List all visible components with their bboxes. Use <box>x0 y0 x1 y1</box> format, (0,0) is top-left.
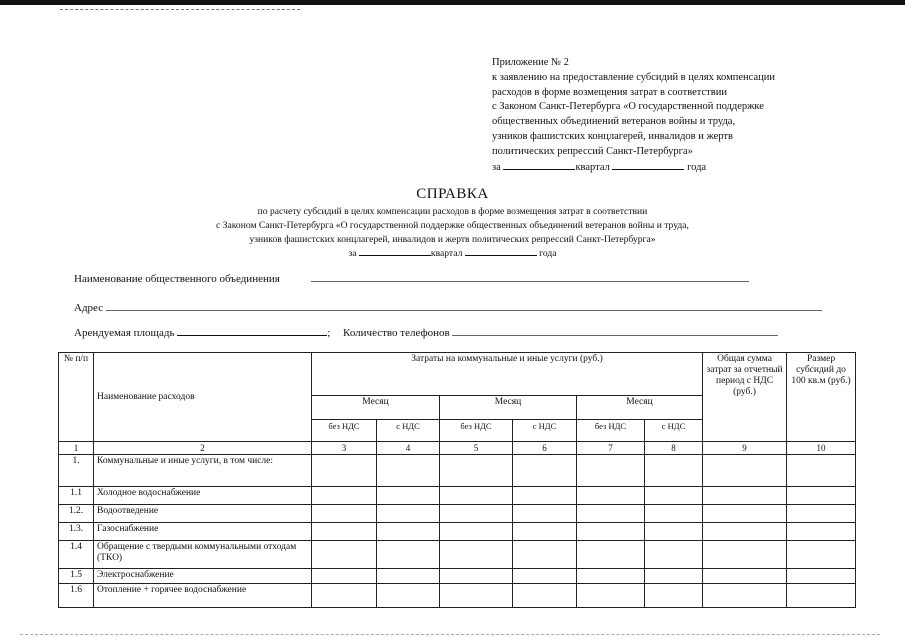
row-name: Отопление + горячее водоснабжение <box>94 584 312 608</box>
column-number: 4 <box>377 442 440 455</box>
table-cell[interactable] <box>440 584 513 608</box>
table-cell[interactable] <box>787 455 856 487</box>
table-cell[interactable] <box>440 541 513 569</box>
row-name: Водоотведение <box>94 505 312 523</box>
header-costs: Затраты на коммунальные и иные услуги (руб.) <box>312 353 703 396</box>
table-cell[interactable] <box>787 584 856 608</box>
row-name: Газоснабжение <box>94 523 312 541</box>
appendix-line: с Законом Санкт-Петербурга «О государственной поддержке <box>492 101 764 113</box>
document-title: СПРАВКА <box>416 186 489 202</box>
row-num: 1.2. <box>59 505 94 523</box>
table-cell[interactable] <box>312 505 377 523</box>
appendix-line: к заявлению на предоставление субсидий в целях компенсации <box>492 71 775 83</box>
bottom-scan-line <box>20 634 880 635</box>
table-cell[interactable] <box>312 541 377 569</box>
table-cell[interactable] <box>703 584 787 608</box>
quarter-blank[interactable] <box>503 160 575 170</box>
column-number: 7 <box>577 442 645 455</box>
row-name: Электроснабжение <box>94 569 312 584</box>
expenses-table <box>58 352 856 608</box>
table-cell[interactable] <box>787 487 856 505</box>
address-blank[interactable] <box>106 301 822 311</box>
table-cell[interactable] <box>645 505 703 523</box>
table-cell[interactable] <box>577 569 645 584</box>
table-cell[interactable] <box>787 541 856 569</box>
table-cell[interactable] <box>703 523 787 541</box>
table-cell[interactable] <box>703 569 787 584</box>
table-cell[interactable] <box>312 569 377 584</box>
table-cell[interactable] <box>787 569 856 584</box>
table-cell[interactable] <box>645 523 703 541</box>
table-cell[interactable] <box>312 523 377 541</box>
top-border <box>0 0 905 5</box>
table-row <box>59 523 856 541</box>
table-cell[interactable] <box>787 505 856 523</box>
table-cell[interactable] <box>577 505 645 523</box>
table-cell[interactable] <box>513 569 577 584</box>
table-cell[interactable] <box>577 541 645 569</box>
header-num: № п/п <box>59 353 94 442</box>
appendix-line: расходов в форме возмещения затрат в соответствии <box>492 86 727 98</box>
table-cell[interactable] <box>440 487 513 505</box>
table-row <box>59 487 856 505</box>
table-cell[interactable] <box>645 584 703 608</box>
column-number: 5 <box>440 442 513 455</box>
table-cell[interactable] <box>513 584 577 608</box>
table-row <box>59 584 856 608</box>
appendix-line: политических репрессий Санкт-Петербурга» <box>492 145 693 157</box>
column-number: 3 <box>312 442 377 455</box>
top-scan-line <box>60 9 300 10</box>
table-cell[interactable] <box>577 523 645 541</box>
table-cell[interactable] <box>577 487 645 505</box>
org-name-label: Наименование общественного объединения <box>74 273 280 285</box>
table-cell[interactable] <box>577 584 645 608</box>
table-cell[interactable] <box>377 584 440 608</box>
subtitle-line: по расчету субсидий в целях компенсации расходов в форме возмещения затрат в соответствии <box>257 206 648 217</box>
subtitle-period: за квартал года <box>348 248 557 260</box>
org-name-blank[interactable] <box>311 272 749 282</box>
table-cell[interactable] <box>377 523 440 541</box>
area-blank[interactable] <box>177 326 327 336</box>
table-cell[interactable] <box>440 523 513 541</box>
phones-label: Количество телефонов <box>343 327 450 339</box>
table-cell[interactable] <box>440 455 513 487</box>
address-label: Адрес <box>74 302 104 314</box>
table-cell[interactable] <box>377 541 440 569</box>
header-no-vat: без НДС <box>312 420 377 442</box>
table-cell[interactable] <box>312 455 377 487</box>
row-num: 1. <box>59 455 94 487</box>
header-month: Месяц <box>312 396 440 420</box>
org-name-field <box>74 272 749 285</box>
table-cell[interactable] <box>513 523 577 541</box>
row-name: Холодное водоснабжение <box>94 487 312 505</box>
table-cell[interactable] <box>312 584 377 608</box>
table-cell[interactable] <box>377 505 440 523</box>
table-row <box>59 455 856 487</box>
header-with-vat: с НДС <box>377 420 440 442</box>
header-total: Общая сумма затрат за отчетный период с НДС (руб.) <box>703 353 787 442</box>
table-cell[interactable] <box>703 487 787 505</box>
header-month: Месяц <box>440 396 577 420</box>
header-name: Наименование расходов <box>94 353 312 442</box>
table-cell[interactable] <box>703 505 787 523</box>
column-number: 6 <box>513 442 577 455</box>
table-cell[interactable] <box>440 505 513 523</box>
row-num: 1.4 <box>59 541 94 569</box>
table-cell[interactable] <box>513 487 577 505</box>
table-cell[interactable] <box>645 455 703 487</box>
table-cell[interactable] <box>377 487 440 505</box>
column-number: 2 <box>94 442 312 455</box>
row-num: 1.3. <box>59 523 94 541</box>
table-row <box>59 541 856 569</box>
row-name: Обращение с твердыми коммунальными отходам (ТКО) <box>94 541 312 569</box>
header-month: Месяц <box>577 396 703 420</box>
table-cell[interactable] <box>513 541 577 569</box>
table-cell[interactable] <box>645 569 703 584</box>
area-label: Арендуемая площадь <box>74 327 175 339</box>
subtitle-line: узников фашистских концлагерей, инвалидов и жертв политических репрессий Санкт-Петербурга» <box>249 233 656 245</box>
header-with-vat: с НДС <box>645 420 703 442</box>
row-num: 1.1 <box>59 487 94 505</box>
appendix-line: узников фашистских концлагерей, инвалидов и жертв <box>492 130 733 142</box>
table-cell[interactable] <box>645 487 703 505</box>
table-cell[interactable] <box>645 541 703 569</box>
header-subsidy: Размер субсидий до 100 кв.м (руб.) <box>787 353 856 442</box>
document-subtitle <box>0 205 905 261</box>
subtitle-line: с Законом Санкт-Петербурга «О государственной поддержке общественных объединений ветеранов войны и труда, <box>216 219 689 231</box>
table-cell[interactable] <box>703 455 787 487</box>
header-no-vat: без НДС <box>577 420 645 442</box>
table-cell[interactable] <box>312 487 377 505</box>
appendix-line: общественных объединений ветеранов войны и труда, <box>492 116 736 128</box>
table-cell[interactable] <box>513 455 577 487</box>
column-number: 10 <box>787 442 856 455</box>
phones-blank[interactable] <box>452 326 778 336</box>
appendix-period: за квартал года <box>492 161 707 173</box>
table-row <box>59 505 856 523</box>
header-with-vat: с НДС <box>513 420 577 442</box>
header-no-vat: без НДС <box>440 420 513 442</box>
address-field <box>74 301 822 314</box>
quarter-blank[interactable] <box>359 246 431 256</box>
table-cell[interactable] <box>787 523 856 541</box>
column-number: 9 <box>703 442 787 455</box>
table-cell[interactable] <box>440 569 513 584</box>
table-cell[interactable] <box>377 455 440 487</box>
table-cell[interactable] <box>577 455 645 487</box>
table-cell[interactable] <box>377 569 440 584</box>
table-cell[interactable] <box>513 505 577 523</box>
year-blank[interactable] <box>465 246 537 256</box>
row-name: Коммунальные и иные услуги, в том числе: <box>94 455 312 487</box>
appendix-header <box>492 56 852 175</box>
area-phones-field: Арендуемая площадь ; Количество телефонов <box>74 326 778 339</box>
row-num: 1.6 <box>59 584 94 608</box>
table-cell[interactable] <box>703 541 787 569</box>
column-number: 1 <box>59 442 94 455</box>
appendix-line: Приложение № 2 <box>492 57 569 68</box>
row-num: 1.5 <box>59 569 94 584</box>
column-number: 8 <box>645 442 703 455</box>
table-row <box>59 569 856 584</box>
year-blank[interactable] <box>612 160 684 170</box>
column-numbers-row <box>59 442 856 455</box>
